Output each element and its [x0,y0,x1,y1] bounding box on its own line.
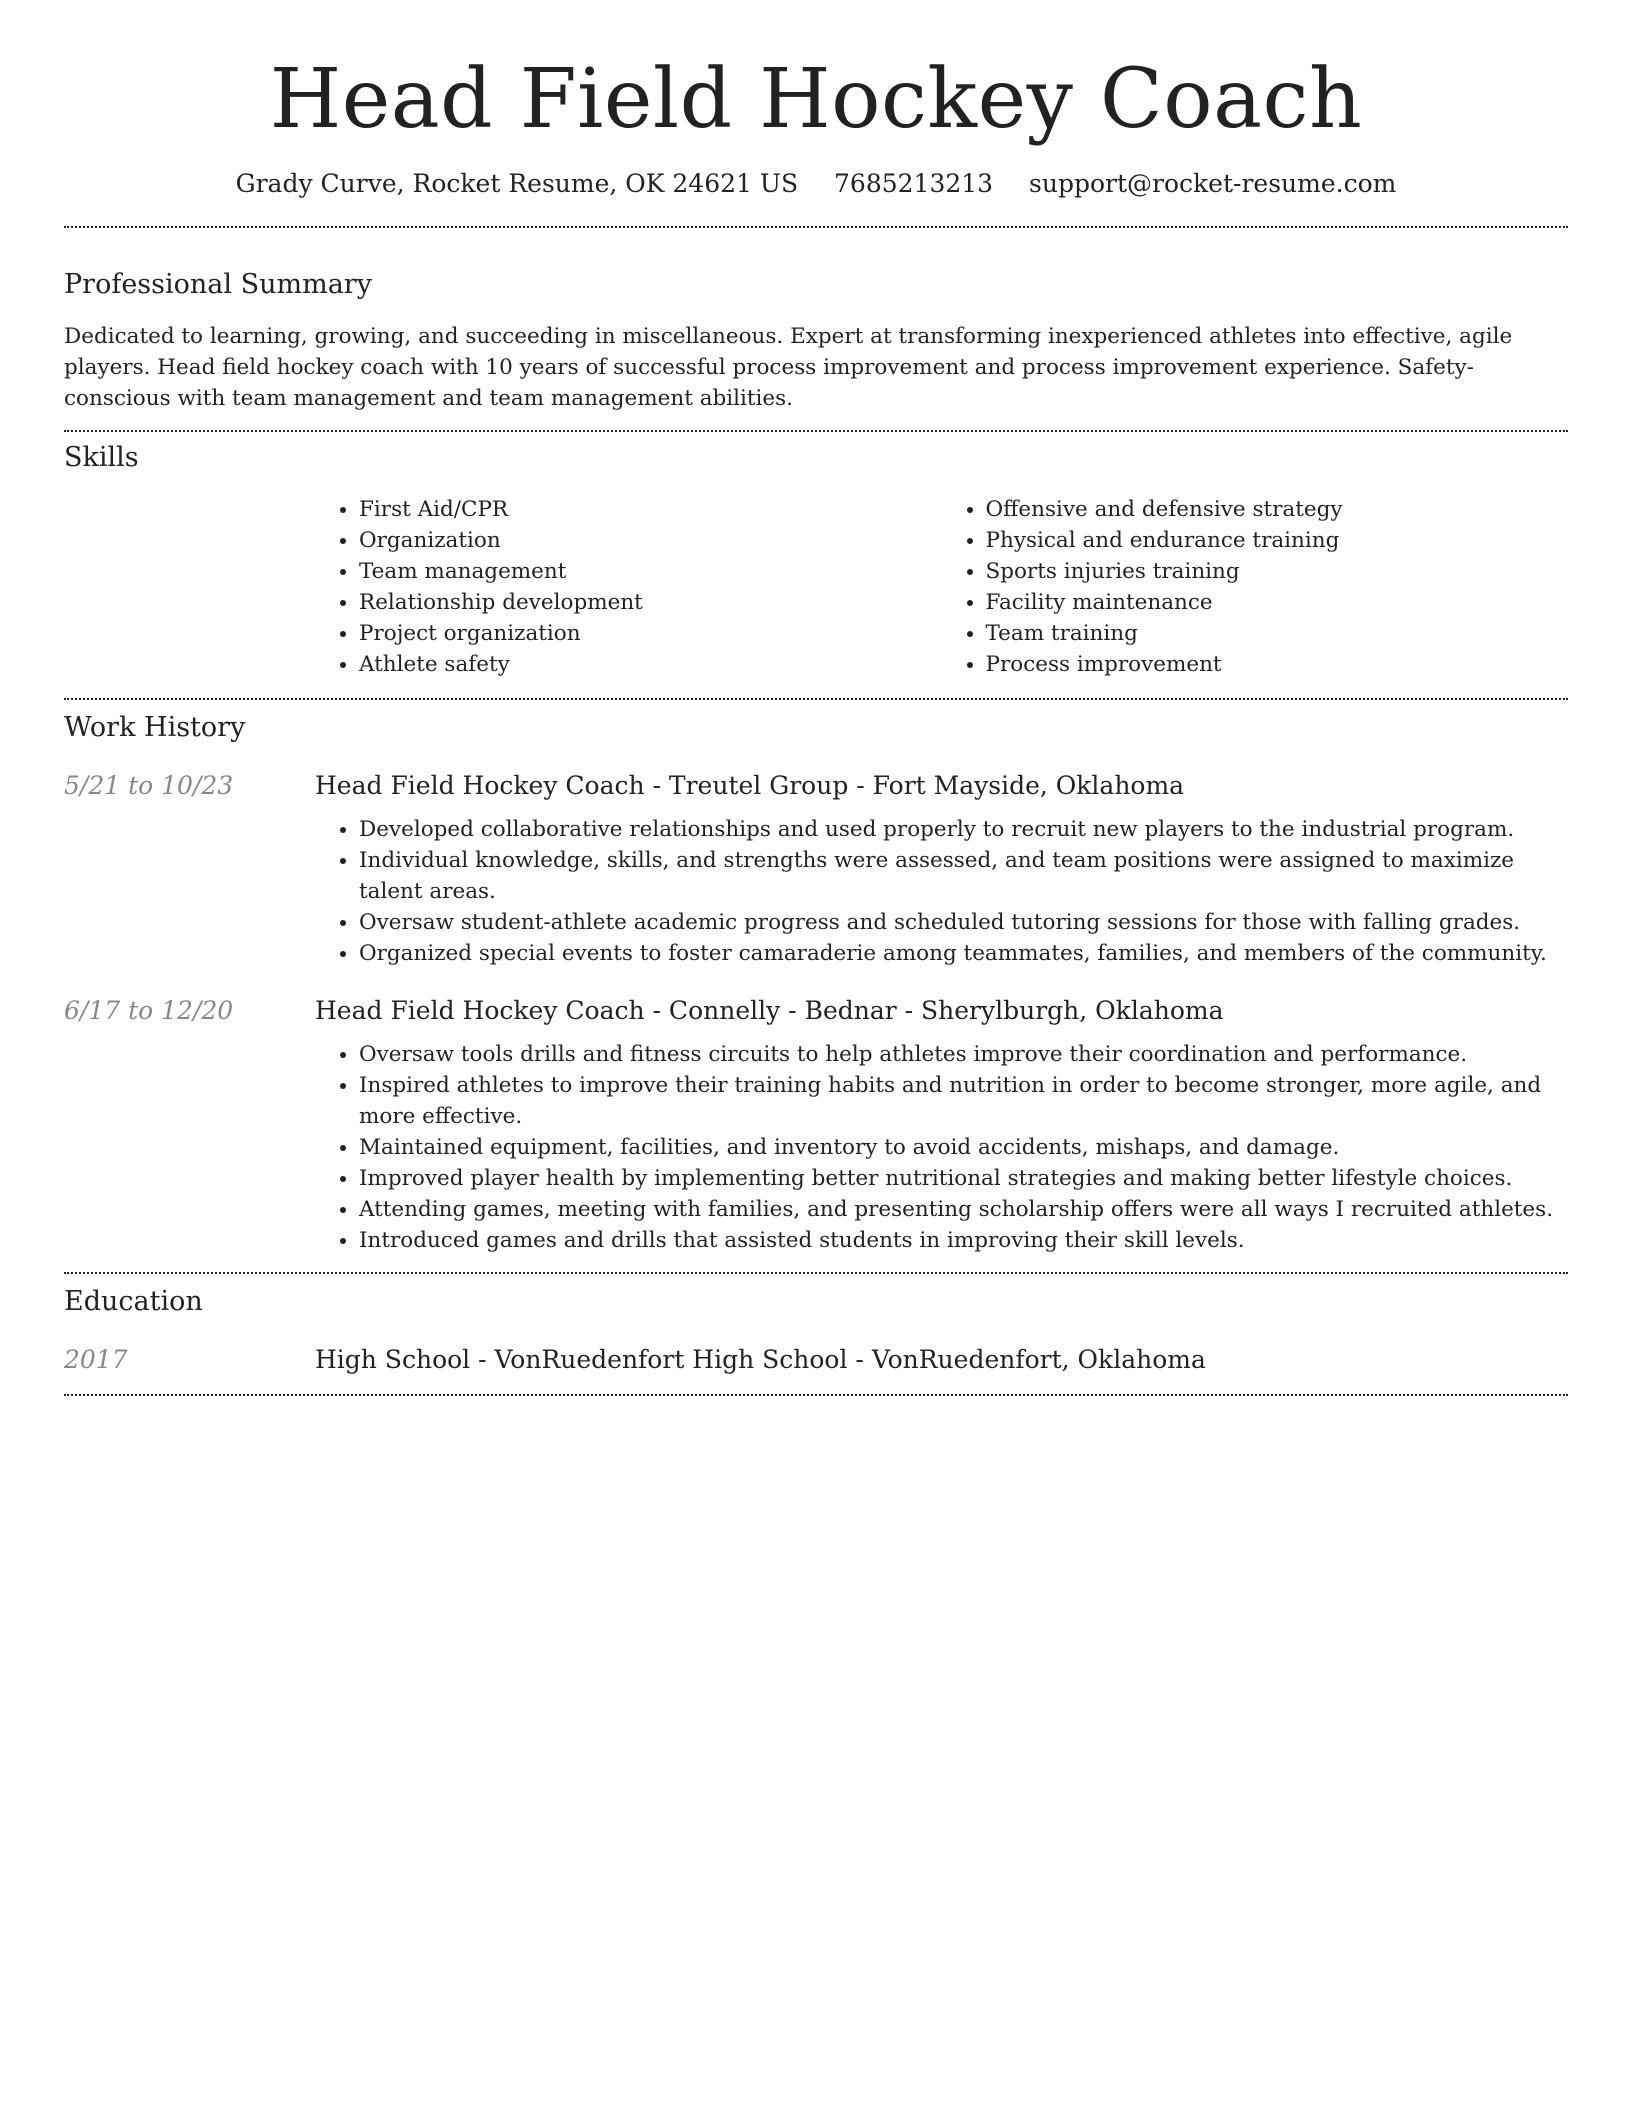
job-employer: - Treutel Group - Fort Mayside, Oklahoma [644,771,1185,800]
job-entry [64,993,1568,1256]
job-bullet: • Oversaw tools drills and fitness circuits to help athletes improve their coordination and performance. [359,1039,1568,1070]
skill-item: • Relationship development [359,587,942,618]
job-heading [315,993,1568,1029]
skills-column-left [315,494,942,680]
contact-email: support@rocket-resume.com [1029,169,1397,198]
job-bullet: • Oversaw student-athlete academic progress and scheduled tutoring sessions for those with falling grades. [359,907,1568,938]
job-bullet: • Introduced games and drills that assisted students in improving their skill levels. [359,1225,1568,1256]
contact-address: Grady Curve, Rocket Resume, OK 24621 US [235,169,799,198]
job-heading [315,768,1568,804]
job-bullets [315,1039,1568,1256]
education-heading [315,1342,1568,1378]
job-dates: 5/21 to 10/23 [64,771,234,800]
skills-column-right [942,494,1569,680]
summary-text: Dedicated to learning, growing, and succeeding in miscellaneous. Expert at transforming inexperienced athletes into effective, agile players. Head field hockey coach with 10 years of successful process improvement and process improvement experience. Safety-conscious with team management and team management abilities. [64,324,1513,411]
skill-item: • Process improvement [986,649,1569,680]
job-bullet: • Attending games, meeting with families, and presenting scholarship offers were all ways I recruited athletes. [359,1194,1568,1225]
skill-item: • Team training [986,618,1569,649]
skill-item: • Organization [359,525,942,556]
job-body [315,768,1568,969]
skill-item: • First Aid/CPR [359,494,942,525]
education-body [315,1342,1568,1378]
skill-item: • Facility maintenance [986,587,1569,618]
job-role: Head Field Hockey Coach [315,996,645,1025]
summary-title: Professional Summary [64,269,372,300]
job-dates: 6/17 to 12/20 [64,996,234,1025]
skill-item: • Offensive and defensive strategy [986,494,1569,525]
education-section [64,1274,1568,1378]
job-employer: - Connelly - Bednar - Sherylburgh, Oklahoma [644,996,1224,1025]
work-section [64,700,1568,1256]
job-body [315,993,1568,1256]
skill-item: • Sports injuries training [986,556,1569,587]
skill-item: • Project organization [359,618,942,649]
skill-item: • Physical and endurance training [986,525,1569,556]
job-bullets [315,814,1568,969]
job-bullet: • Improved player health by implementing better nutritional strategies and making better lifestyle choices. [359,1163,1568,1194]
work-title: Work History [64,712,246,743]
education-entry [64,1342,1568,1378]
education-degree: High School [315,1345,471,1374]
contact-phone: 7685213213 [834,169,994,198]
divider [64,1394,1568,1396]
skill-item: • Athlete safety [359,649,942,680]
job-bullet: • Maintained equipment, facilities, and inventory to avoid accidents, mishaps, and damage. [359,1132,1568,1163]
skills-section [64,432,1568,680]
job-bullet: • Organized special events to foster camaraderie among teammates, families, and members of the community. [359,938,1568,969]
skills-title: Skills [64,442,139,473]
education-title: Education [64,1286,203,1317]
summary-section [64,228,1568,414]
contact-line [64,166,1568,202]
resume-name: Head Field Hockey Coach [269,52,1363,147]
education-school: - VonRuedenfort High School - VonRuedenfort, Oklahoma [470,1345,1206,1374]
education-date: 2017 [64,1345,128,1374]
job-bullet: • Inspired athletes to improve their training habits and nutrition in order to become stronger, more agile, and more effective. [359,1070,1568,1132]
job-entry [64,768,1568,969]
job-bullet: • Individual knowledge, skills, and strengths were assessed, and team positions were assigned to maximize talent areas. [359,845,1568,907]
skills-list [315,494,1568,680]
skill-item: • Team management [359,556,942,587]
job-bullet: • Developed collaborative relationships and used properly to recruit new players to the industrial program. [359,814,1568,845]
job-role: Head Field Hockey Coach [315,771,645,800]
